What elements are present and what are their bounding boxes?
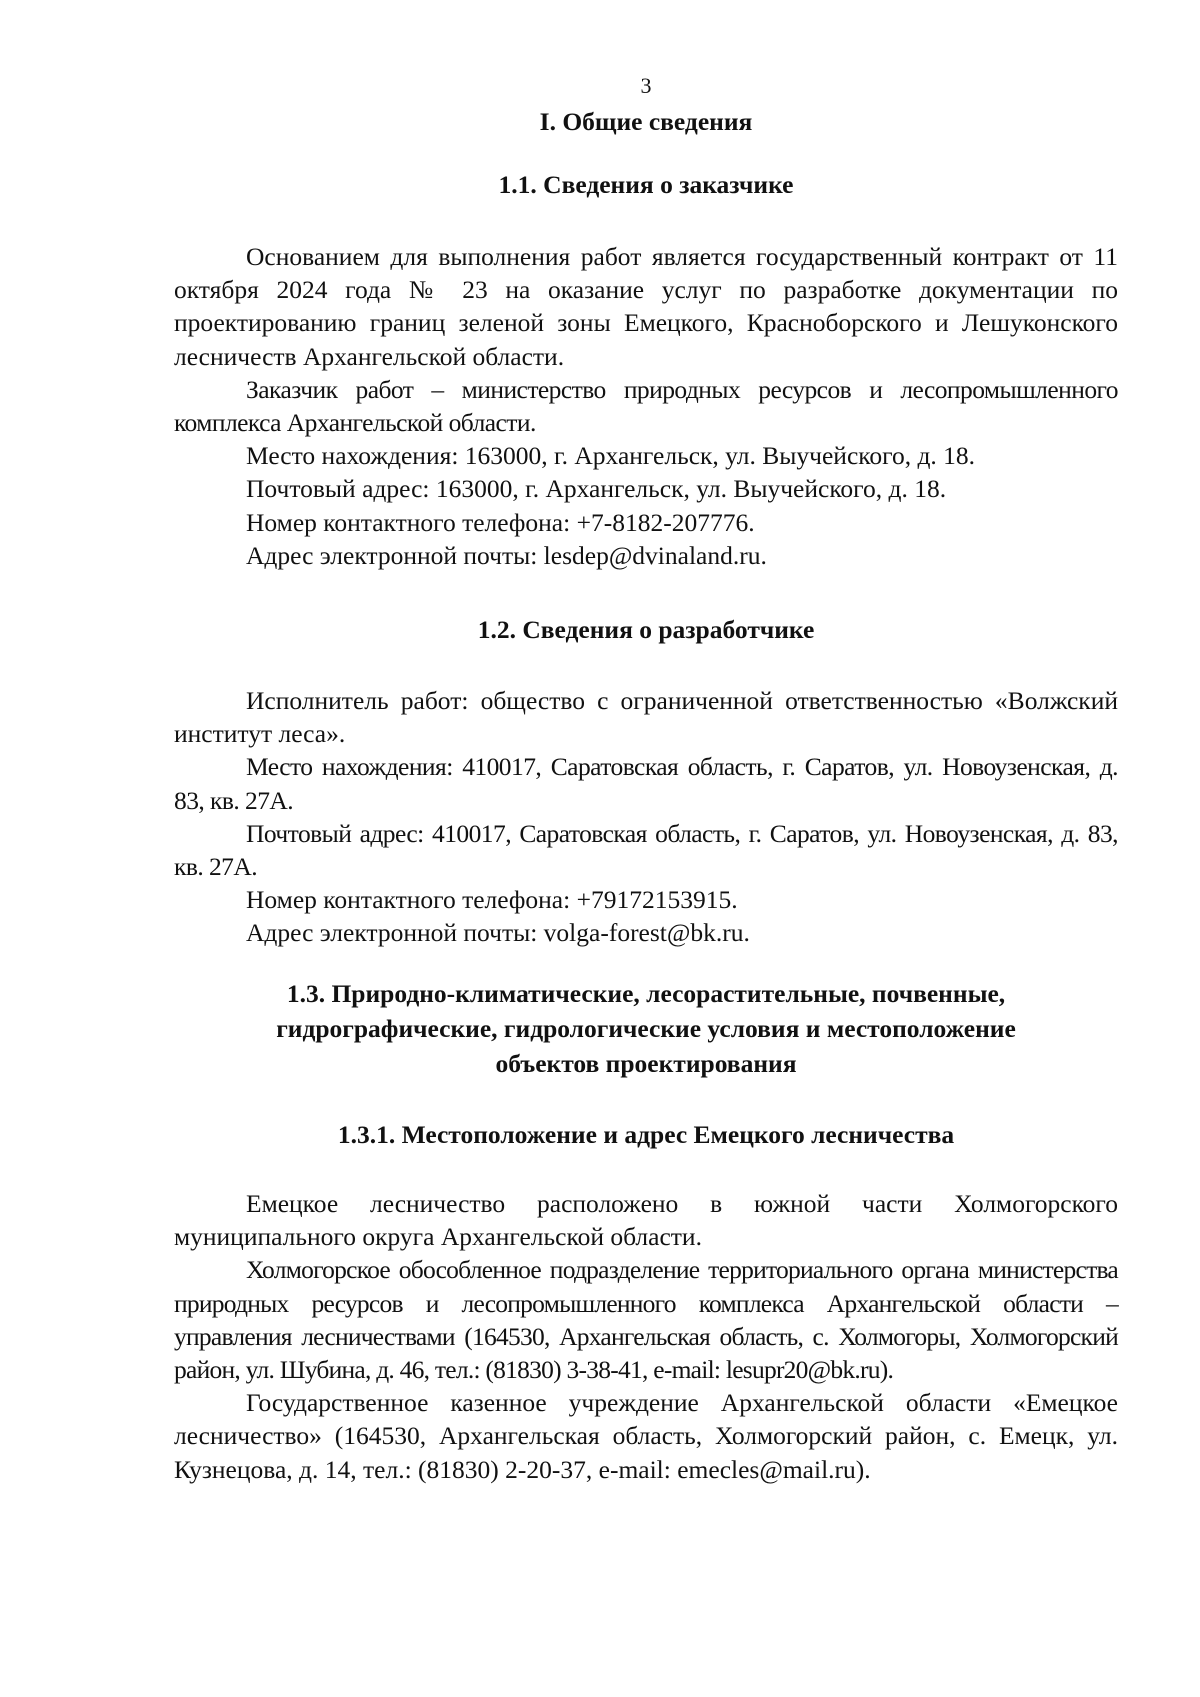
subsection-1-2-title: 1.2. Сведения о разработчике bbox=[477, 615, 815, 644]
paragraph: Почтовый адрес: 163000, г. Архангельск, ул. Выучейского, д. 18. bbox=[246, 474, 947, 504]
paragraph: Номер контактного телефона: +7-8182-207776. bbox=[246, 507, 755, 537]
subsection-1-3-title bbox=[174, 976, 1118, 1081]
subsection-1-1-title: 1.1. Сведения о заказчике bbox=[498, 170, 794, 199]
paragraph: Емецкое лесничество расположено в южной части Холмогорского муниципального округа Архангельской области. bbox=[174, 1189, 1118, 1252]
subsection-1-3-1-title: 1.3.1. Местоположение и адрес Емецкого лесничества bbox=[337, 1120, 955, 1149]
paragraph: Холмогорское обособленное подразделение территориального органа министерства природных ресурсов и лесопромышленного комплекса Архангельской области – управления лесничествами (164530, Архангельская область, с. Холмогоры, Холмогорский район, ул. Шубина, д. 46, тел.: (81830) 3-38-41, e-mail: lesupr20@bk.ru). bbox=[174, 1255, 1118, 1385]
paragraph: Исполнитель работ: общество с ограниченной ответственностью «Волжский институт леса». bbox=[174, 686, 1118, 749]
paragraph: Адрес электронной почты: lesdep@dvinaland.ru. bbox=[246, 540, 767, 570]
subsection-1-3-1-body bbox=[174, 1187, 1118, 1486]
section-title: I. Общие сведения bbox=[539, 107, 753, 136]
paragraph: Основанием для выполнения работ является государственный контракт от 11 октября 2024 года № 23 на оказание услуг по разработке документации по проектированию границ зеленой зоны Емецкого, Красноборского и Лешуконского лесничеств Архангельской области. bbox=[174, 242, 1118, 371]
page-number: 3 bbox=[640, 73, 652, 98]
paragraph: Место нахождения: 410017, Саратовская область, г. Саратов, ул. Новоузенская, д. 83, кв. 27А. bbox=[174, 752, 1118, 815]
paragraph: Номер контактного телефона: +79172153915. bbox=[246, 885, 738, 915]
paragraph: Место нахождения: 163000, г. Архангельск, ул. Выучейского, д. 18. bbox=[246, 441, 976, 471]
subsection-1-1-body bbox=[174, 240, 1118, 572]
title-line: 1.3. Природно-климатические, лесорастительные, почвенные, bbox=[286, 979, 1006, 1008]
title-line: гидрографические, гидрологические условия и местоположение bbox=[276, 1014, 1016, 1043]
paragraph: Адрес электронной почты: volga-forest@bk.ru. bbox=[246, 918, 750, 948]
title-line: объектов проектирования bbox=[495, 1049, 797, 1078]
paragraph: Государственное казенное учреждение Архангельской области «Емецкое лесничество» (164530, Архангельская область, Холмогорский район, с. Емецк, ул. Кузнецова, д. 14, тел.: (81830) 2-20-37, e-mail: emecles@mail.ru). bbox=[174, 1388, 1118, 1484]
paragraph: Заказчик работ – министерство природных ресурсов и лесопромышленного комплекса Архангельской области. bbox=[174, 374, 1118, 438]
subsection-1-2-body bbox=[174, 684, 1118, 950]
paragraph: Почтовый адрес: 410017, Саратовская область, г. Саратов, ул. Новоузенская, д. 83, кв. 27А. bbox=[174, 818, 1118, 882]
